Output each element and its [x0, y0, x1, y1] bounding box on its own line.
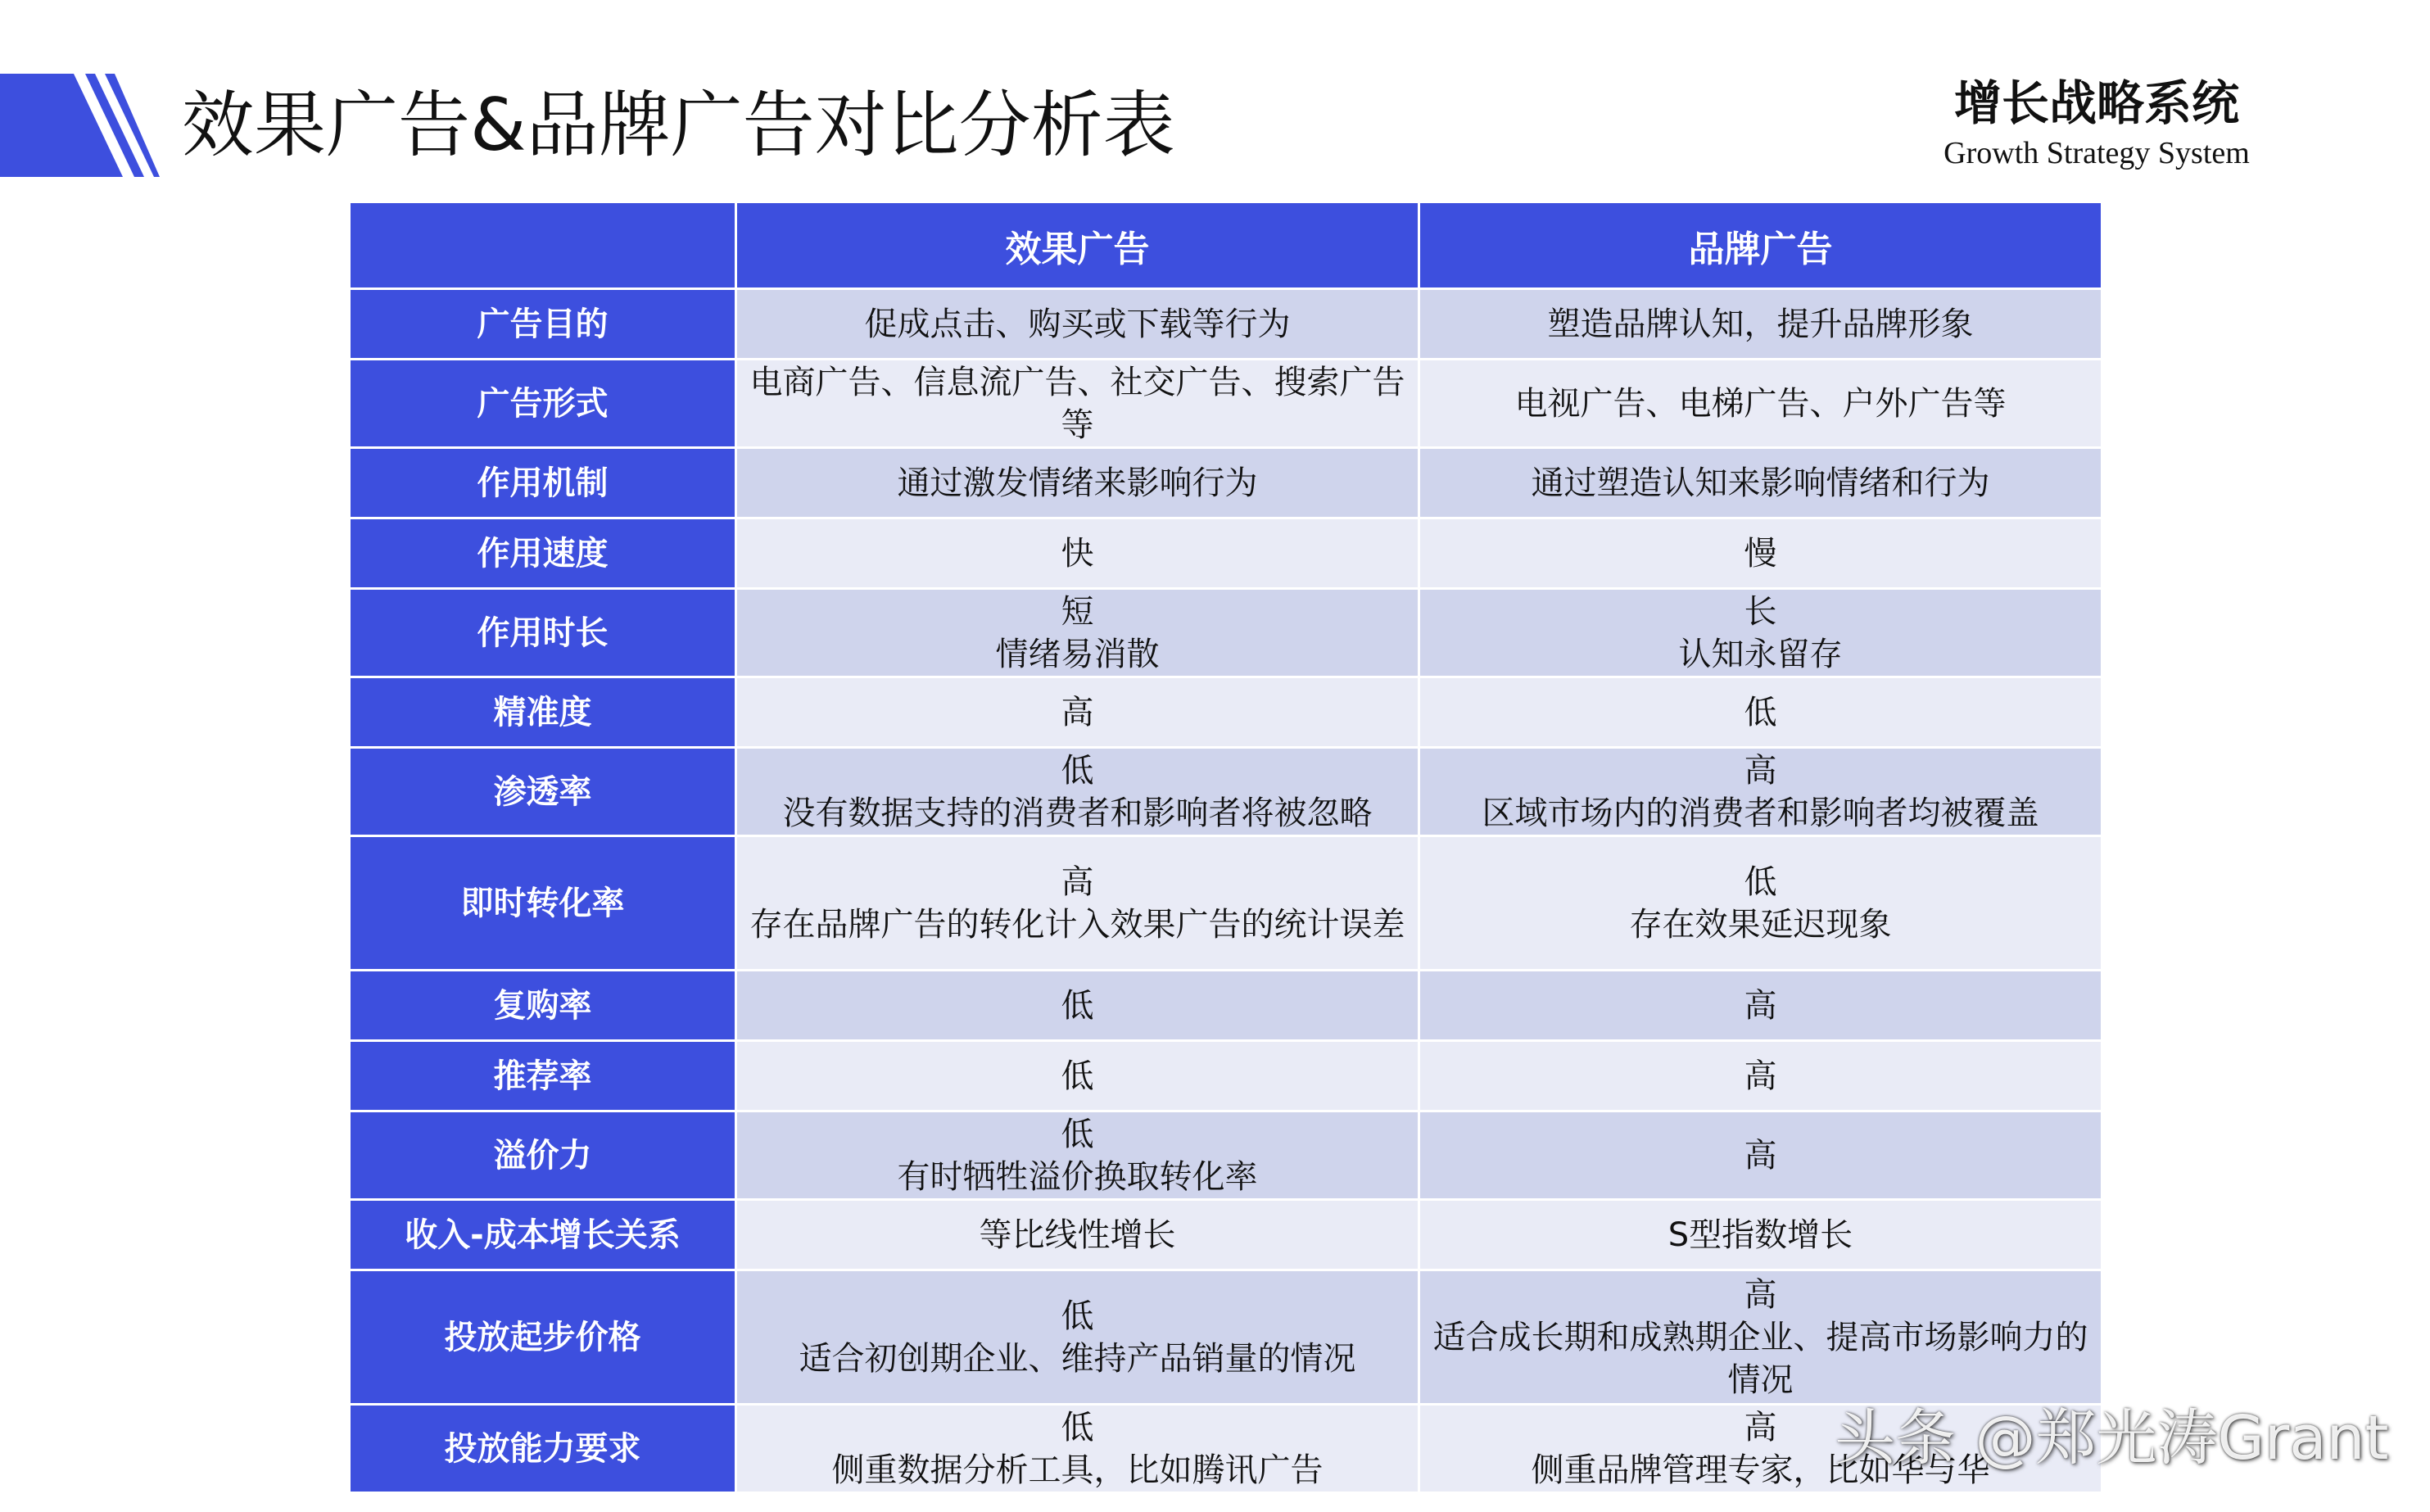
- header-effect-ads: 效果广告: [736, 202, 1419, 289]
- row-label: 收入-成本增长关系: [350, 1200, 736, 1270]
- cell-text: S型指数增长: [1668, 1215, 1853, 1254]
- brand-ads-cell: [1419, 589, 2102, 677]
- brand-ads-cell: [1419, 289, 2102, 360]
- brand-ads-cell: [1419, 1041, 2102, 1111]
- row-label: 广告形式: [350, 360, 736, 448]
- cell-text: 通过塑造认知来影响情绪和行为: [1531, 464, 1990, 502]
- page-title: 效果广告&品牌广告对比分析表: [182, 83, 1175, 167]
- brand-ads-cell: [1419, 971, 2102, 1041]
- cell-text: 长: [1744, 592, 1777, 631]
- title-accent-band: [0, 74, 160, 177]
- cell-text: 有时牺牲溢价换取转化率: [897, 1157, 1258, 1196]
- row-label: 作用机制: [350, 448, 736, 518]
- effect-ads-cell: [736, 289, 1419, 360]
- effect-ads-cell: [736, 1405, 1419, 1493]
- cell-text: 低: [1061, 751, 1094, 790]
- cell-text: 塑造品牌认知，提升品牌形象: [1547, 305, 1974, 343]
- row-label: 投放能力要求: [350, 1405, 736, 1493]
- cell-text: 短: [1061, 592, 1094, 631]
- cell-text: 侧重品牌管理专家，比如华与华: [1531, 1451, 1990, 1489]
- cell-text: 侧重数据分析工具，比如腾讯广告: [831, 1451, 1324, 1489]
- header-row: [350, 202, 2102, 289]
- effect-ads-cell: [736, 836, 1419, 971]
- row-label: 推荐率: [350, 1041, 736, 1111]
- cell-text: 通过激发情绪来影响行为: [897, 464, 1258, 502]
- cell-text: 低: [1744, 693, 1777, 731]
- brand-name-en: Growth Strategy System: [1944, 136, 2250, 170]
- row-label: 广告目的: [350, 289, 736, 360]
- row-label: 精准度: [350, 677, 736, 748]
- cell-text: 低: [1061, 986, 1094, 1025]
- header-brand-ads: 品牌广告: [1419, 202, 2102, 289]
- table-row: [350, 1111, 2102, 1200]
- brand-ads-cell: [1419, 1111, 2102, 1200]
- effect-ads-cell: [736, 1200, 1419, 1270]
- cell-text: 区域市场内的消费者和影响者均被覆盖: [1482, 794, 2039, 832]
- cell-text: 高: [1744, 1408, 1777, 1446]
- brand-ads-cell: [1419, 1200, 2102, 1270]
- brand-ads-cell: [1419, 836, 2102, 971]
- effect-ads-cell: [736, 1111, 1419, 1200]
- cell-text: 高: [1744, 1136, 1777, 1175]
- cell-text: 低: [1744, 862, 1777, 901]
- effect-ads-cell: [736, 589, 1419, 677]
- table-row: [350, 518, 2102, 589]
- table-row: [350, 677, 2102, 748]
- effect-ads-cell: [736, 748, 1419, 836]
- accent-band-fill: [0, 74, 123, 177]
- table-body: [350, 289, 2102, 1493]
- cell-text: 等比线性增长: [979, 1215, 1176, 1254]
- brand-ads-cell: [1419, 748, 2102, 836]
- effect-ads-cell: [736, 971, 1419, 1041]
- row-label: 投放起步价格: [350, 1270, 736, 1405]
- cell-text: 低: [1061, 1297, 1094, 1335]
- row-label: 即时转化率: [350, 836, 736, 971]
- table-row: [350, 1200, 2102, 1270]
- brand-logo: [1884, 72, 2310, 172]
- cell-text: 高: [1744, 1057, 1777, 1095]
- cell-text: 存在品牌广告的转化计入效果广告的统计误差: [749, 905, 1405, 944]
- cell-text: 低: [1061, 1057, 1094, 1095]
- cell-text: 认知永留存: [1678, 635, 1843, 673]
- cell-text: 适合初创期企业、维持产品销量的情况: [799, 1339, 1356, 1378]
- table-row: [350, 836, 2102, 971]
- effect-ads-cell: [736, 448, 1419, 518]
- comparison-table: [348, 201, 2103, 1494]
- cell-text: 低: [1061, 1408, 1094, 1446]
- brand-name-cn: 增长战略系统: [1953, 75, 2239, 131]
- cell-text: 适合成长期和成熟期企业、提高市场影响力的情况: [1432, 1318, 2088, 1399]
- cell-text: 高: [1061, 862, 1094, 901]
- cell-text: 存在效果延迟现象: [1629, 905, 1892, 944]
- cell-text: 电视广告、电梯广告、户外广告等: [1514, 384, 2007, 423]
- cell-text: 电商广告、信息流广告、社交广告、搜索广告等: [749, 363, 1405, 444]
- row-label: 作用速度: [350, 518, 736, 589]
- table-header: [350, 202, 2102, 289]
- cell-text: 没有数据支持的消费者和影响者将被忽略: [782, 794, 1373, 832]
- cell-text: 促成点击、购买或下载等行为: [864, 305, 1291, 343]
- table-row: [350, 1041, 2102, 1111]
- table-row: [350, 748, 2102, 836]
- table-row: [350, 289, 2102, 360]
- cell-text: 快: [1061, 534, 1094, 573]
- cell-text: 高: [1061, 693, 1094, 731]
- cell-text: 高: [1744, 1275, 1777, 1314]
- table-row: [350, 448, 2102, 518]
- cell-text: 情绪易消散: [995, 635, 1160, 673]
- effect-ads-cell: [736, 677, 1419, 748]
- brand-ads-cell: [1419, 518, 2102, 589]
- cell-text: 高: [1744, 751, 1777, 790]
- effect-ads-cell: [736, 1270, 1419, 1405]
- table-row: [350, 360, 2102, 448]
- effect-ads-cell: [736, 518, 1419, 589]
- cell-text: 低: [1061, 1115, 1094, 1153]
- watermark: 头条 @郑光涛Grant: [1835, 1403, 2389, 1474]
- table-row: [350, 1270, 2102, 1405]
- brand-ads-cell: [1419, 448, 2102, 518]
- effect-ads-cell: [736, 360, 1419, 448]
- cell-text: 慢: [1744, 534, 1777, 573]
- row-label: 复购率: [350, 971, 736, 1041]
- effect-ads-cell: [736, 1041, 1419, 1111]
- header-corner: [350, 202, 736, 289]
- row-label: 渗透率: [350, 748, 736, 836]
- cell-text: 高: [1744, 986, 1777, 1025]
- table-row: [350, 971, 2102, 1041]
- brand-ads-cell: [1419, 1270, 2102, 1405]
- row-label: 溢价力: [350, 1111, 736, 1200]
- table-row: [350, 589, 2102, 677]
- brand-ads-cell: [1419, 677, 2102, 748]
- row-label: 作用时长: [350, 589, 736, 677]
- brand-ads-cell: [1419, 360, 2102, 448]
